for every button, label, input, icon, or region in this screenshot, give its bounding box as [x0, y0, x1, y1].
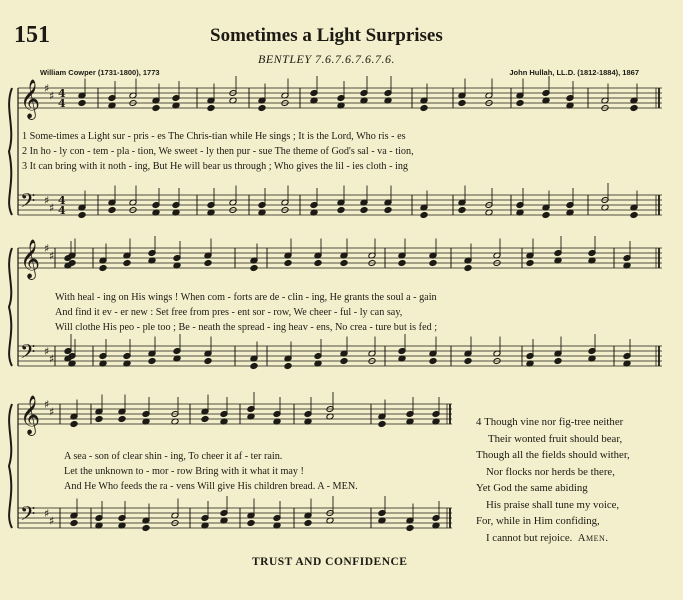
sharp: ♯	[44, 82, 50, 95]
note-head	[148, 358, 156, 365]
note-head	[284, 363, 292, 370]
note-head	[464, 358, 472, 365]
stanza-line: Yet God the same abiding	[476, 482, 588, 494]
hymn-subject: TRUST AND CONFIDENCE	[252, 556, 408, 568]
composer-credit: John Hullah, LL.D. (1812-1884), 1867	[509, 68, 639, 77]
note-head	[630, 105, 638, 112]
note-head	[340, 260, 348, 267]
lyric-line: 2 In ho - ly con - tem - pla - tion, We sweet - ly then pur - sue The theme of God's sal - va - tion,	[22, 146, 414, 157]
note-head	[152, 105, 160, 112]
note-head	[516, 100, 524, 107]
stanza-line: 4 Though vine nor fig-tree neither	[476, 416, 624, 428]
stanza-4	[476, 414, 630, 546]
bass-clef: 𝄢	[20, 189, 36, 217]
author-credit: William Cowper (1731-1800), 1773	[40, 68, 160, 77]
tune-name: BENTLEY 7.6.7.6.7.6.7.6.	[258, 52, 396, 66]
note-head	[398, 260, 406, 267]
time-signature: 4	[58, 194, 66, 207]
stanza-line: Nor flocks nor herds be there,	[486, 465, 615, 478]
amen-label: Amen.	[577, 531, 609, 544]
time-signature: 4	[58, 97, 66, 110]
note-head	[123, 260, 131, 267]
note-head	[78, 212, 86, 219]
lyric-line: And find it ev - er new : Set free from pres - ent sor - row, We cheer - ful - ly can say,	[55, 307, 403, 318]
lyric-line: Will clothe His peo - ple too ; Be - neath the spread - ing heav - ens, No crea - ture but is fed ;	[55, 322, 438, 333]
note-head	[247, 520, 255, 527]
time-signature: 4	[58, 204, 66, 217]
lyric-line: And He Who feeds the ra - vens Will give His children bread. A - MEN.	[64, 481, 358, 492]
note-head	[384, 207, 392, 214]
note-head	[360, 207, 368, 214]
bass-clef: 𝄢	[20, 502, 36, 530]
sharp: ♯	[49, 514, 55, 528]
treble-clef: 𝄞	[20, 395, 41, 435]
note-head	[429, 260, 437, 267]
note-head	[258, 105, 266, 112]
note-head	[201, 416, 209, 423]
sharp: ♯	[44, 507, 50, 520]
note-head	[204, 358, 212, 365]
brace	[9, 404, 12, 528]
brace	[9, 248, 12, 366]
lyric-line: 3 It can bring with it noth - ing, But He will bear us through ; Who gives the lil - ies cloth - ing	[22, 161, 409, 172]
lyric-line: Let the unknown to - mor - row Bring with it what it may !	[64, 466, 304, 477]
note-head	[207, 105, 215, 112]
stanza-line: For, while in Him confiding,	[476, 515, 600, 527]
note-head	[250, 363, 258, 370]
lyric-line: 1 Some-times a Light sur - pris - es The Chris-tian while He sings ; It is the Lord, Who ris - es	[22, 131, 406, 142]
sharp: ♯	[44, 345, 50, 358]
verse-number: 2	[22, 146, 28, 157]
note-head	[304, 520, 312, 527]
note-head	[420, 105, 428, 112]
stanza-line: His praise shall tune my voice,	[486, 498, 620, 511]
note-head	[340, 358, 348, 365]
note-head	[108, 207, 116, 214]
note-head	[70, 520, 78, 527]
time-signature: 4	[58, 87, 66, 100]
brace	[9, 88, 12, 215]
note-head	[142, 525, 150, 532]
note-head	[78, 100, 86, 107]
note-head	[284, 260, 292, 267]
note-head	[204, 260, 212, 267]
note-head	[464, 265, 472, 272]
note-head	[314, 260, 322, 267]
sharp: ♯	[49, 201, 55, 215]
note-head	[95, 416, 103, 423]
verse-number: 1	[22, 131, 28, 142]
hymn-title: Sometimes a Light Surprises	[210, 25, 443, 46]
note-head	[99, 265, 107, 272]
note-head	[429, 358, 437, 365]
note-head	[118, 416, 126, 423]
sharp: ♯	[49, 249, 55, 263]
note-head	[630, 212, 638, 219]
note-head	[250, 265, 258, 272]
sharp: ♯	[49, 89, 55, 103]
sharp: ♯	[44, 398, 50, 411]
treble-clef: 𝄞	[20, 239, 41, 279]
lyric-line: A sea - son of clear shin - ing, To cheer it af - ter rain.	[64, 451, 283, 462]
note-head	[458, 100, 466, 107]
stanza-line: I cannot but rejoice. Amen.	[486, 531, 609, 544]
note-head	[542, 212, 550, 219]
note-head	[406, 525, 414, 532]
note-head	[554, 358, 562, 365]
note-head	[458, 207, 466, 214]
stanza-line: Though all the fields should wither,	[476, 449, 630, 461]
stanza-line: Their wonted fruit should bear,	[488, 432, 623, 445]
lyric-line: With heal - ing on His wings ! When com - forts are de - clin - ing, He grants the soul a - gain	[55, 292, 437, 303]
note-head	[337, 207, 345, 214]
note-head	[70, 421, 78, 428]
note-head	[420, 212, 428, 219]
sharp: ♯	[44, 194, 50, 207]
sharp: ♯	[49, 352, 55, 366]
note-head	[526, 260, 534, 267]
sharp: ♯	[44, 242, 50, 255]
verse-number: 3	[22, 161, 28, 172]
sharp: ♯	[49, 405, 55, 419]
bass-clef: 𝄢	[20, 340, 36, 368]
treble-clef: 𝄞	[20, 79, 41, 119]
note-head	[378, 421, 386, 428]
hymn-number: 151	[14, 22, 50, 48]
